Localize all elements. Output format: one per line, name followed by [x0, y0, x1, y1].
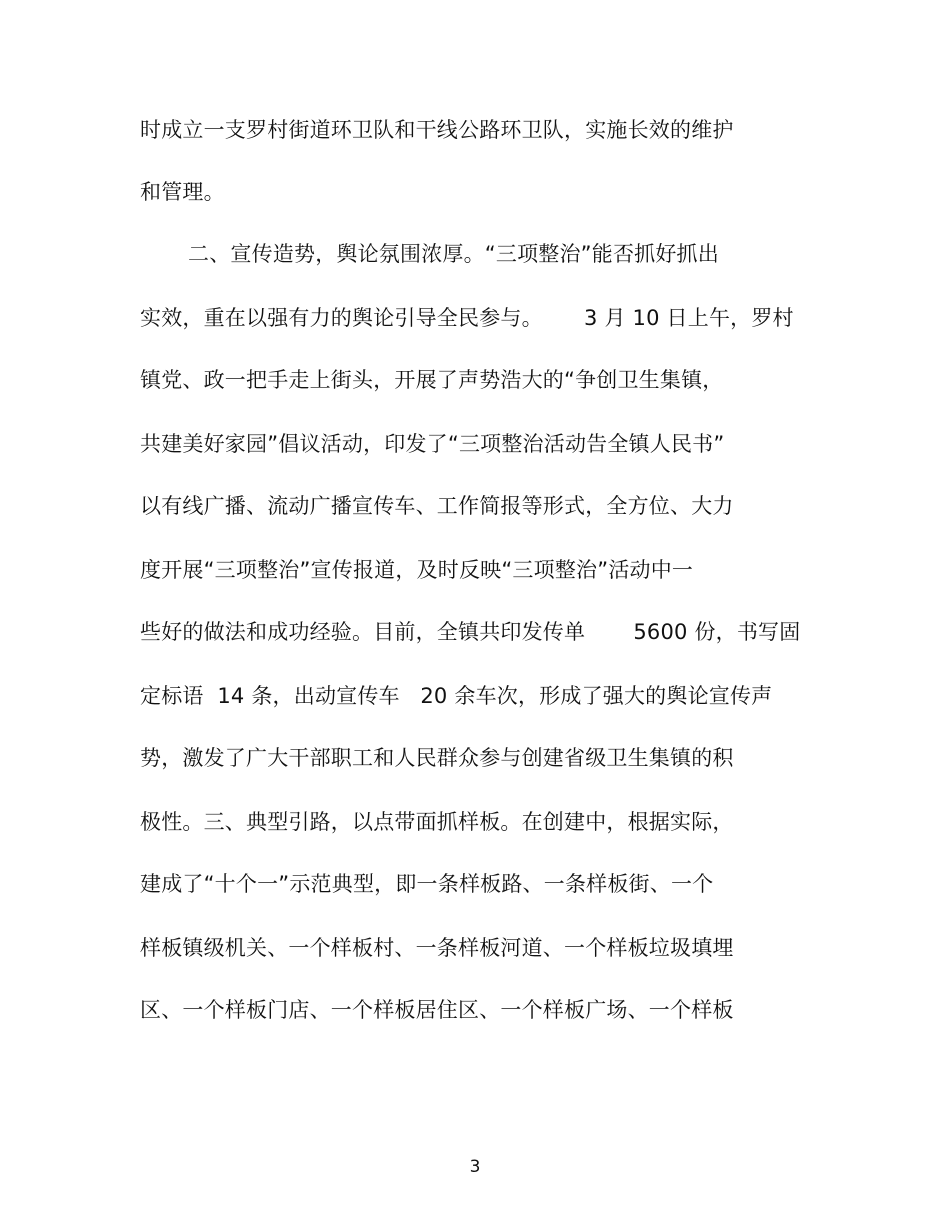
text-line-3: 二、宣传造势，舆论氛围浓厚。“三项整治”能否抓好抓出: [188, 242, 719, 266]
text-line-7: 以有线广播、流动广播宣传车、工作简报等形式，全方位、大力: [140, 494, 734, 518]
page-number: 3: [469, 1157, 481, 1177]
text-line-1: 时成立一支罗村街道环卫队和干线公路环卫队，实施长效的维护: [140, 118, 734, 142]
text-line-9: 些好的做法和成功经验。目前，全镇共印发传单 5600 份，书写固: [140, 620, 801, 644]
text-line-11: 势，激发了广大干部职工和人民群众参与创建省级卫生集镇的积: [140, 746, 734, 770]
text-line-14: 样板镇级机关、一个样板村、一条样板河道、一个样板垃圾填埋: [140, 936, 734, 960]
text-line-5: 镇党、政一把手走上街头，开展了声势浩大的“争创卫生集镇，: [140, 368, 724, 392]
text-line-12: 极性。三、典型引路，以点带面抓样板。在创建中，根据实际，: [140, 810, 734, 834]
text-line-4: 实效，重在以强有力的舆论引导全民参与。 3 月 10 日上午，罗村: [140, 306, 794, 330]
text-line-10: 定标语 14 条，出动宣传车 20 余车次，形成了强大的舆论宣传声: [140, 684, 773, 708]
text-line-2: 和管理。: [140, 180, 225, 204]
text-line-6: 共建美好家园”倡议活动，印发了“三项整治活动告全镇人民书”: [140, 432, 725, 456]
text-line-8: 度开展“三项整治”宣传报道，及时反映“三项整治”活动中一: [140, 558, 694, 582]
text-line-15: 区、一个样板门店、一个样板居住区、一个样板广场、一个样板: [140, 998, 734, 1022]
text-line-13: 建成了“十个一”示范典型，即一条样板路、一条样板街、一个: [140, 872, 714, 896]
